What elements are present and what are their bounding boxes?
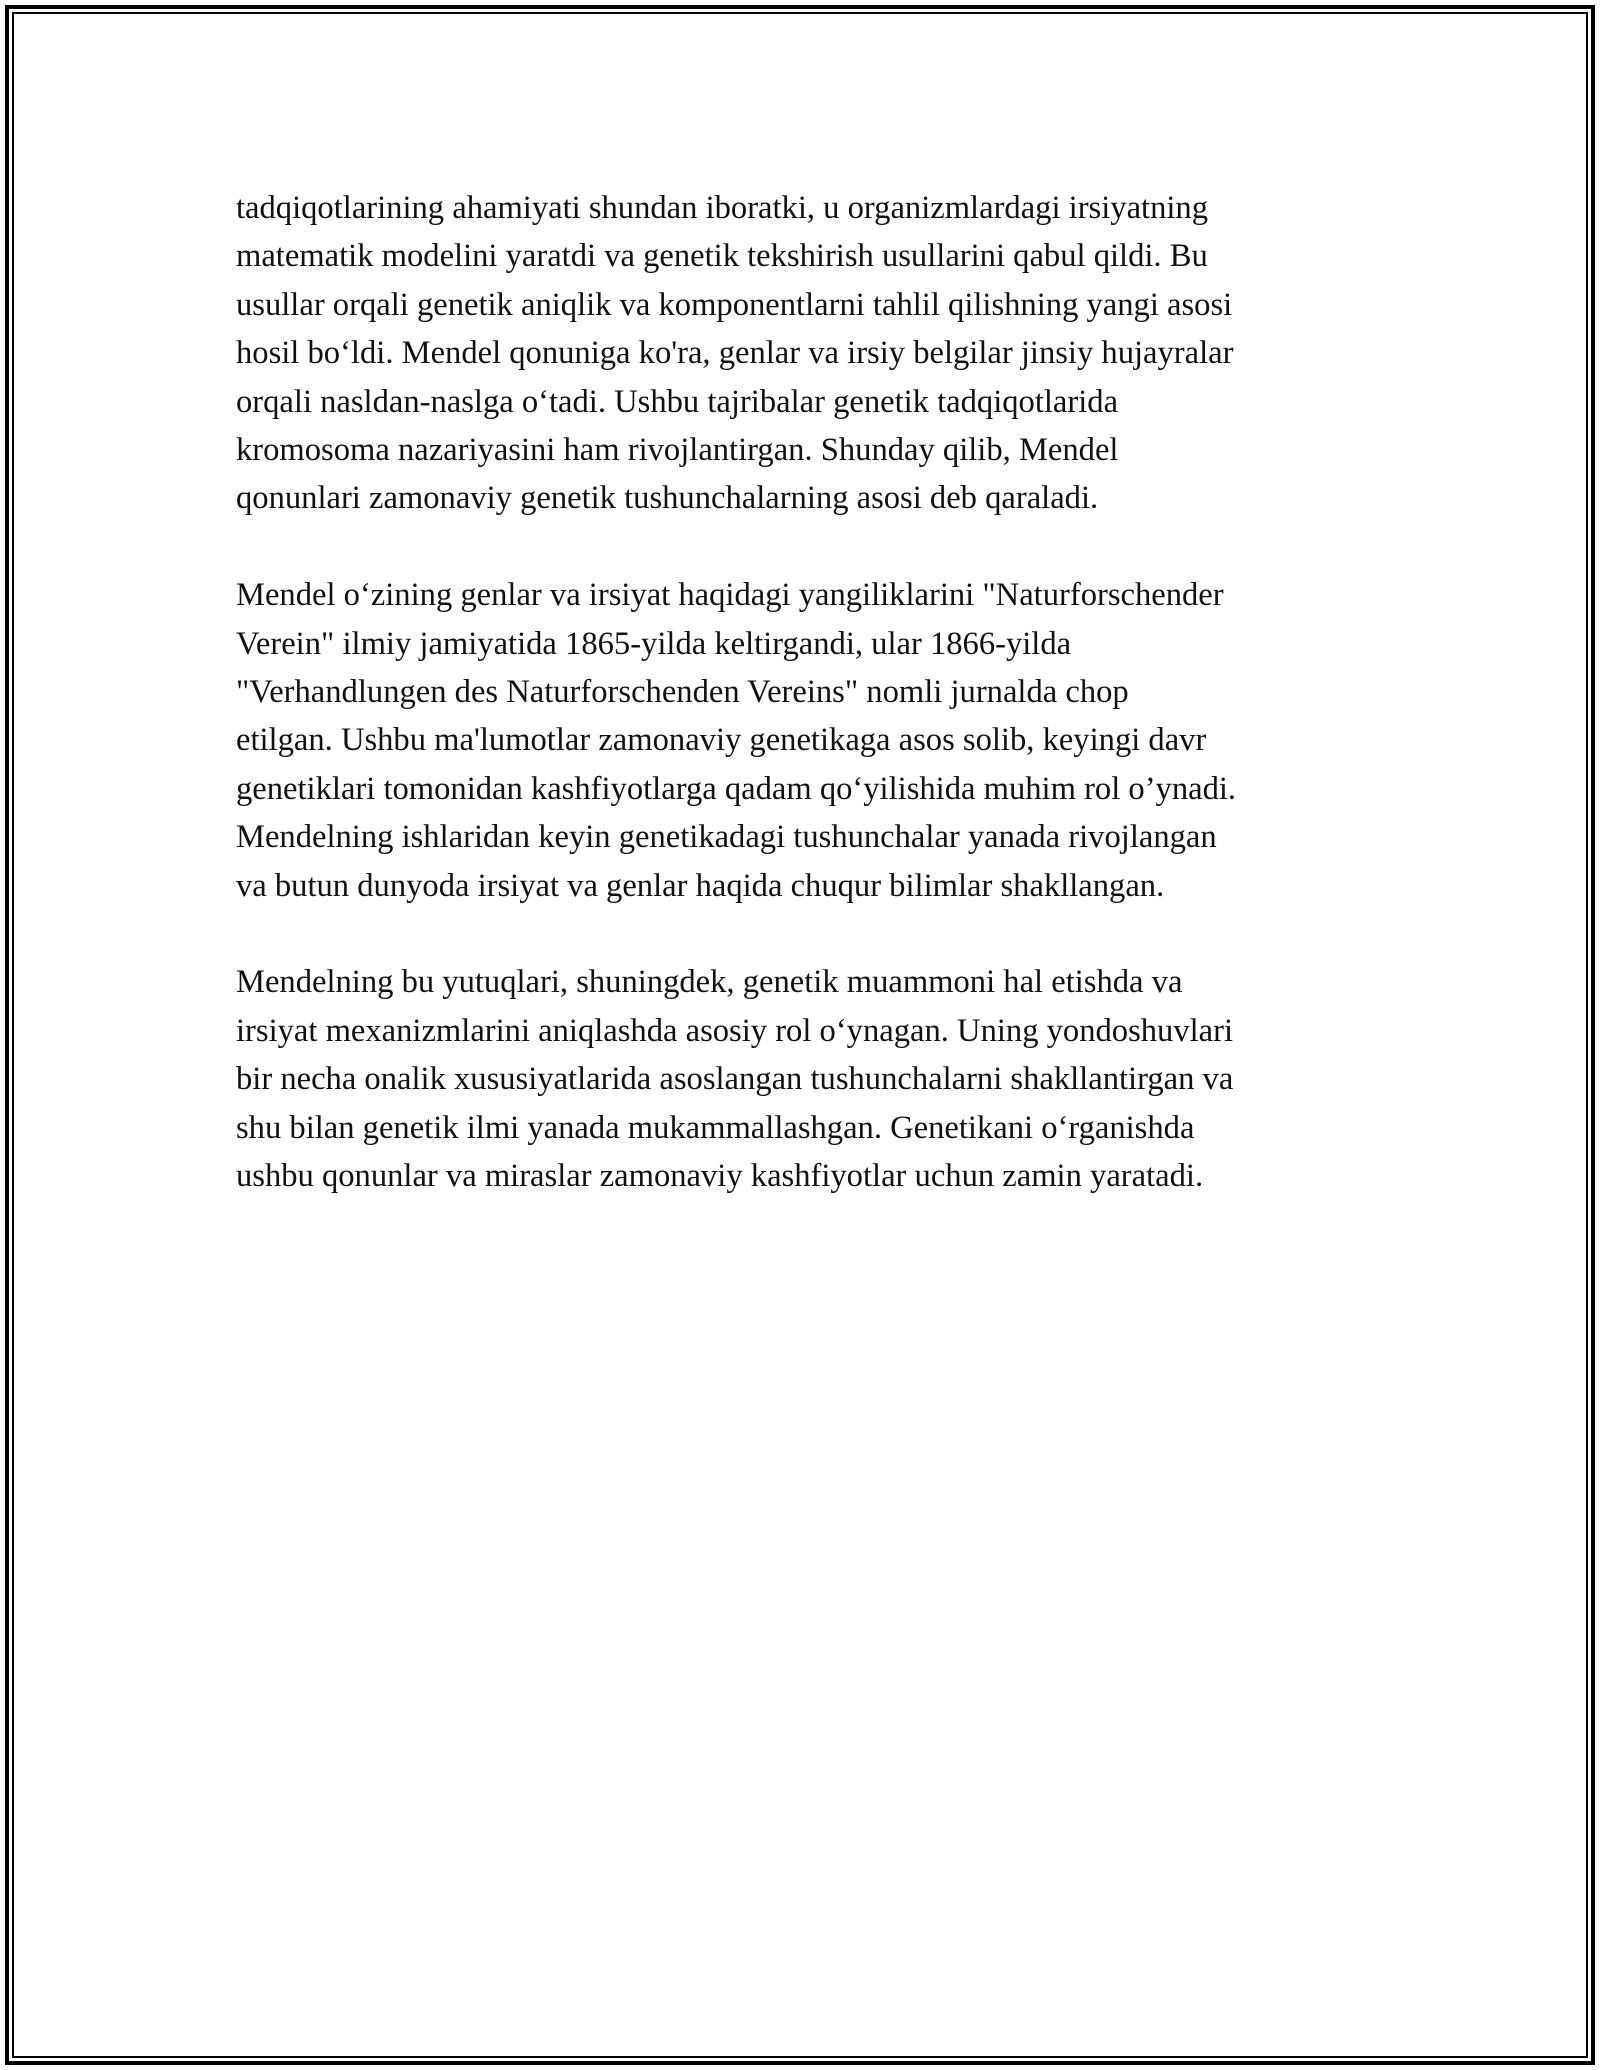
text-line: qonunlari zamonaviy genetik tushunchalarning asosi deb qaraladi. [236,480,1099,517]
text-line: matematik modelini yaratdi va genetik tekshirish usullarini qabul qildi. Bu [236,238,1208,275]
paragraph-2 [236,571,1376,910]
text-line: hosil bo‘ldi. Mendel qonuniga ko'ra, genlar va irsiy belgilar jinsiy hujayralar [236,335,1234,372]
text-line: etilgan. Ushbu ma'lumotlar zamonaviy genetikaga asos solib, keyingi davr [236,722,1207,759]
document-body [236,184,1376,1249]
text-line: Verein" ilmiy jamiyatida 1865-yilda keltirgandi, ular 1866-yilda [236,625,1072,662]
text-line: genetiklari tomonidan kashfiyotlarga qadam qo‘yilishida muhim rol o’ynadi. [236,770,1237,807]
text-line: ushbu qonunlar va miraslar zamonaviy kashfiyotlar uchun zamin yaratadi. [236,1158,1204,1195]
text-line: irsiyat mexanizmlarini aniqlashda asosiy rol o‘ynagan. Uning yondoshuvlari [236,1012,1234,1049]
text-line: usullar orqali genetik aniqlik va komponentlarni tahlil qilishning yangi asosi [236,286,1233,323]
paragraph-1 [236,184,1376,523]
text-line: Mendel o‘zining genlar va irsiyat haqidagi yangiliklarini "Naturforschender [236,577,1224,614]
text-line: Mendelning bu yutuqlari, shuningdek, genetik muammoni hal etishda va [236,964,1183,1001]
text-line: kromosoma nazariyasini ham rivojlantirgan. Shunday qilib, Mendel [236,432,1119,469]
text-line: "Verhandlungen des Naturforschenden Vereins" nomli jurnalda chop [236,674,1129,711]
paragraph-3 [236,958,1376,1200]
text-line: Mendelning ishlaridan keyin genetikadagi tushunchalar yanada rivojlangan [236,819,1217,856]
text-line: tadqiqotlarining ahamiyati shundan iboratki, u organizmlardagi irsiyatning [236,190,1208,226]
text-line: shu bilan genetik ilmi yanada mukammallashgan. Genetikani o‘rganishda [236,1109,1195,1146]
text-line: va butun dunyoda irsiyat va genlar haqida chuqur bilimlar shakllangan. [236,867,1165,904]
text-line: bir necha onalik xususiyatlarida asoslangan tushunchalarni shakllantirgan va [236,1061,1234,1098]
text-line: orqali nasldan-naslga o‘tadi. Ushbu tajribalar genetik tadqiqotlarida [236,383,1119,420]
